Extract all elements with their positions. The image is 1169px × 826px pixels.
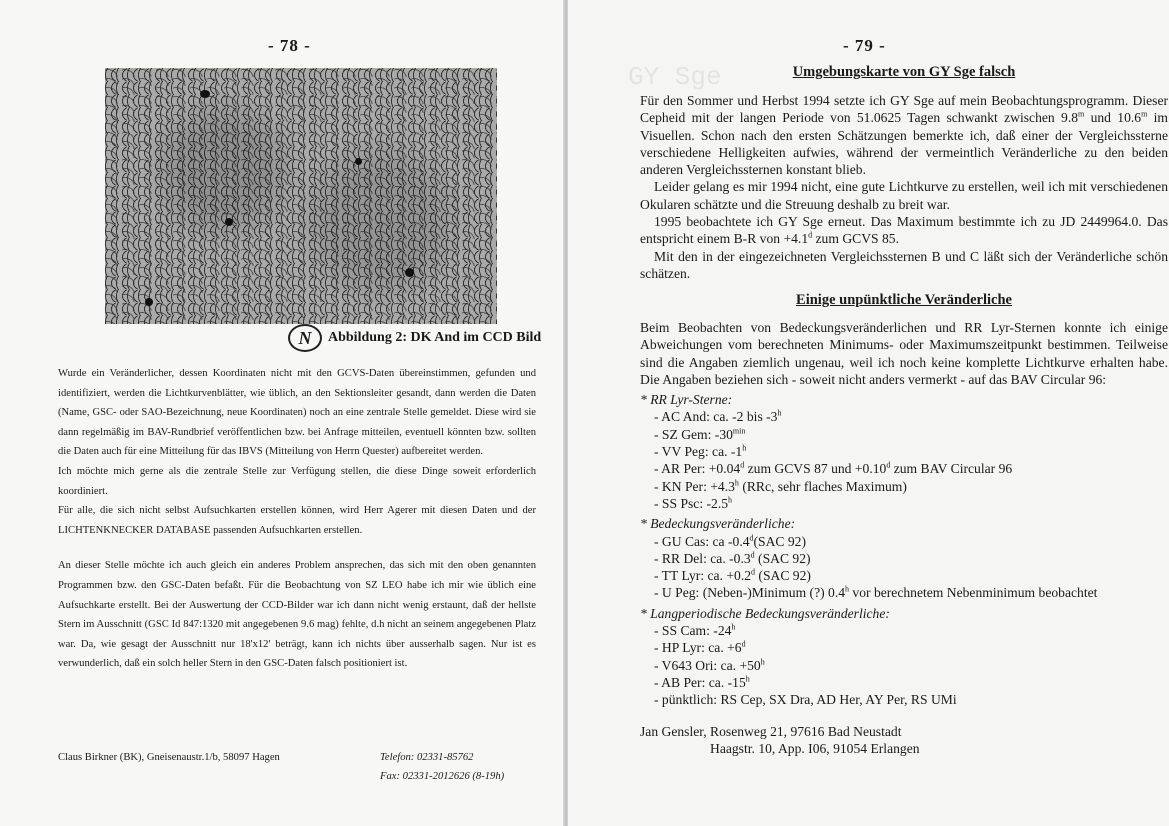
intro: Beim Beobachten von Bedeckungsveränderlichen und RR Lyr-Sternen konnte ich einige Abweichungen vom berechneten Minimums- oder Maximumszeitpunkt bestimmen. Teilweise sind die Angaben ziemlich ungenau, weil ich noch keine komplette Lichtkurve erhalten habe. Die Angaben beziehen sich - soweit nicht anders vermerkt - auf das BAV Circular 96: <box>640 320 1168 387</box>
category-label: * Langperiodische Bedeckungsveränderliche: <box>640 605 890 621</box>
paragraph: Ich möchte mich gerne als die zentrale Stelle zur Verfügung stellen, die diese Dinge soweit erforderlich koordiniert. <box>58 465 536 497</box>
list-item: - KN Per: +4.3$^h$ (RRc, sehr flaches Maximum) <box>654 478 907 494</box>
list-item: - TT Lyr: ca. +0.2$^d$ (SAC 92) <box>654 567 811 584</box>
fax: Fax: 02331-2012626 (8-19h) <box>380 771 505 782</box>
paragraph: Wurde ein Veränderlicher, dessen Koordinaten nicht mit den GCVS-Daten übereinstimmen, gefunden und identifiziert, werden die Lichtkurvenblätter, wie üblich, an den Sektionsleiter gesandt, dann werden die Daten (Name, GSC- oder SAO-Bezeichnung, neue Koordinaten) noch an eine zentrale Stelle gemeldet. Diese wird sie dann regelmäßig im BAV-Rundbrief veröffentlichen bzw. bei Anfrage mitteilen, eventuell könnten bzw. sollten die Daten auch für eine Mitteilung für das IBVS (Mitteilung von Herrn Quester) aufbereitet werden. <box>58 368 536 458</box>
figure-caption <box>288 324 541 352</box>
page-number: - 79 - <box>843 36 886 55</box>
category-label: * Bedeckungsveränderliche: <box>640 516 796 532</box>
list-item: - AR Per: +0.04$^d$ zum GCVS 87 und +0.10$^d$ zum BAV Circular 96 <box>654 460 1013 477</box>
list-item: - V643 Ori: ca. $+50^h$ <box>654 657 765 673</box>
section-title: Einige unpünktliche Veränderliche <box>796 292 1012 308</box>
section-body <box>640 319 1168 757</box>
north-mark-icon: N <box>288 324 322 352</box>
phone: Telefon: 02331-85762 <box>380 752 474 763</box>
category-label: * RR Lyr-Sterne: <box>640 392 733 408</box>
page-number: - 78 - <box>268 36 311 55</box>
page-78 <box>0 0 565 826</box>
list-item: - RR Del: ca. -0.3$^d$ (SAC 92) <box>654 550 811 566</box>
author-address: Jan Gensler, Rosenweg 21, 97616 Bad Neustadt Haagstr. 10, App. I06, 91054 Erlangen <box>640 723 920 756</box>
list-item: - pünktlich: RS Cep, SX Dra, AD Her, AY Per, RS UMi <box>654 692 957 708</box>
contact <box>380 748 504 786</box>
list-item: - U Peg: (Neben-)Minimum (?) 0.4$^h$ vor berechnetem Nebenminimum beobachtet <box>654 584 1098 601</box>
list-item: - SS Psc: -2.5$^h$ <box>654 495 733 511</box>
body-text <box>58 364 536 674</box>
caption-text: Abbildung 2: DK And im CCD Bild <box>328 330 542 345</box>
list-item: - SS Cam: -24$^h$ <box>654 622 736 639</box>
list-item: - SZ Gem: $-30^{min}$ <box>654 426 746 442</box>
list-item: - HP Lyr: ca. $+6^d$ <box>654 639 746 656</box>
list-item: - AC And: ca. -2 bis -3$^h$ <box>654 408 782 425</box>
section-body: Für den Sommer und Herbst 1994 setzte ich GY Sge auf mein Beobachtungsprogramm. Dieser Cepheid mit der langen Periode von 51.0625 Tagen schwankt zwischen 9.8$^m$ und 10.6$^m$ im Visuellen. Schon nach den ersten Schätzungen bemerkte ich, daß einer der Vergleichssterne verschiedene Helligkeiten aufwies, während der vermeintlich Veränderliche zu den beiden anderen Vergleichssternen konstant blieb. Leider gelang es mir 1994 nicht, eine gute Lichtkurve zu erstellen, weil ich mit verschiedenen Okularen schätzte und die Streuung deshalb zu breit war. 1995 beobachtete ich GY Sge erneut. Das Maximum bestimmte ich zu JD 2449964.0. Das entspricht einem B-R von +4.1$^d$ zum GCVS 85. Mit den in der eingezeichneten Vergleichssternen B und C läßt sich der Veränderliche schön schätzen. <box>640 93 1169 281</box>
paragraph: An dieser Stelle möchte ich auch gleich ein anderes Problem ansprechen, das sich mit den oben genannten Programmen bzw. den GSC-Daten befaßt. Für die Beobachtung von SZ LEO habe ich mir wie üblich eine Aufsuchkarte erstellt. Bei der Auswertung der CCD-Bilder war ich dann nicht wenig erstaunt, daß der hellste Stern im Ausschnitt (GSC Id 847:1320 mit angegebenen 9.6 mag) fehlte, d.h nicht an seinem angegebenen Platz war. Da, wie gesagt der Ausschnitt nur 18'x12' beträgt, kann ich nichts über ausserhalb sagen. Nur ist es verwunderlich, daß ein solch heller Stern in den GSC-Daten falsch positioniert ist. <box>58 560 536 670</box>
paragraph: Für alle, die sich nicht selbst Aufsuchkarten erstellen können, wird Herr Agerer mit diesen Daten und der LICHTENKNECKER DATABASE passenden Aufsuchkarten erstellen. <box>58 505 536 536</box>
variable-list <box>640 391 1168 708</box>
list-item: - GU Cas: ca -0.4$^d$(SAC 92) <box>654 533 807 549</box>
section-title: Umgebungskarte von GY Sge falsch <box>792 64 1016 80</box>
ccd-image <box>105 68 497 324</box>
author-address: Claus Birkner (BK), Gneisenaustr.1/b, 58097 Hagen <box>58 752 280 763</box>
list-item: - AB Per: ca. -15$^h$ <box>654 674 750 690</box>
page-79: GY Sge - 79 - Umgebungskarte von GY Sge falsch Für den Sommer und Herbst 1994 setzte ich GY Sge auf mein Beobachtungsprogramm. Dieser Cepheid mit der langen Periode von 51.0625 Tagen schwankt zwischen 9.8$^m$ und 10.6$^m$ im Visuellen. Schon nach den ersten Schätzungen bemerkte ich, daß einer der Vergleichssterne verschiedene Helligkeiten aufwies, während der vermeintlich Veränderliche zu den beiden anderen Vergleichssternen konstant blieb. Leider gelang es mir 1994 nicht, eine gute Lichtkurve zu erstellen, weil ich mit verschiedenen Okularen schätzte und die Streuung deshalb zu breit war. 1995 beobachtete ich GY Sge erneut. Das Maximum bestimmte ich zu JD 2449964.0. Das entspricht einem B-R von +4.1$^d$ zum GCVS 85. Mit den in der eingezeichneten Vergleichssternen B und C läßt sich der Veränderliche schön schätzen. Einige unpünktliche Veränderliche Beim Beobachten von Bedeckungsveränderlichen und RR Lyr-Sternen konnte ich einige Abweichungen vom berechneten Minimums- oder Maximumszeitpunkt bestimmen. Teilweise sind die Angaben ziemlich ungenau, weil ich noch keine komplette Lichtkurve erhalten habe. Die Angaben beziehen sich - soweit nicht anders vermerkt - auf das BAV Circular 96: * RR Lyr-Sterne: - AC And: ca. -2 bis -3$^h$ - SZ Gem: $-30^{min}$ - VV Peg: ca. -1$^h$ - AR Per: +0.04$^d$ zum GCVS 87 und +0.10$^d$ zum BAV Circular 96 - KN Per: +4.3$^h$ (RRc, sehr flaches Maximum) - SS Psc: -2.5$^h$ * Bedeckungsveränderliche: - GU Cas: ca -0.4$^d$(SAC 92) - RR Del: ca. -0.3$^d$ (SAC 92) - TT Lyr: ca. +0.2$^d$ (SAC 92) - U Peg: (Neben-)Minimum (?) 0.4$^h$ vor berechnetem Nebenminimum beobachtet * Langperiodische Bedeckungsveränderliche: - SS Cam: -24$^h$ - HP Lyr: ca. $+6^d$ - V643 Ori: ca. $+50^h$ - AB Per: ca. -15$^h$ - pünktlich: RS Cep, SX Dra, AD Her, AY Per, RS UMi Jan Gensler, Rosenweg 21, 97616 Bad Neustadt Haagstr. 10, App. I06, 91054 Erlangen <box>568 0 1169 826</box>
list-item: - VV Peg: ca. -1$^h$ <box>654 443 747 460</box>
